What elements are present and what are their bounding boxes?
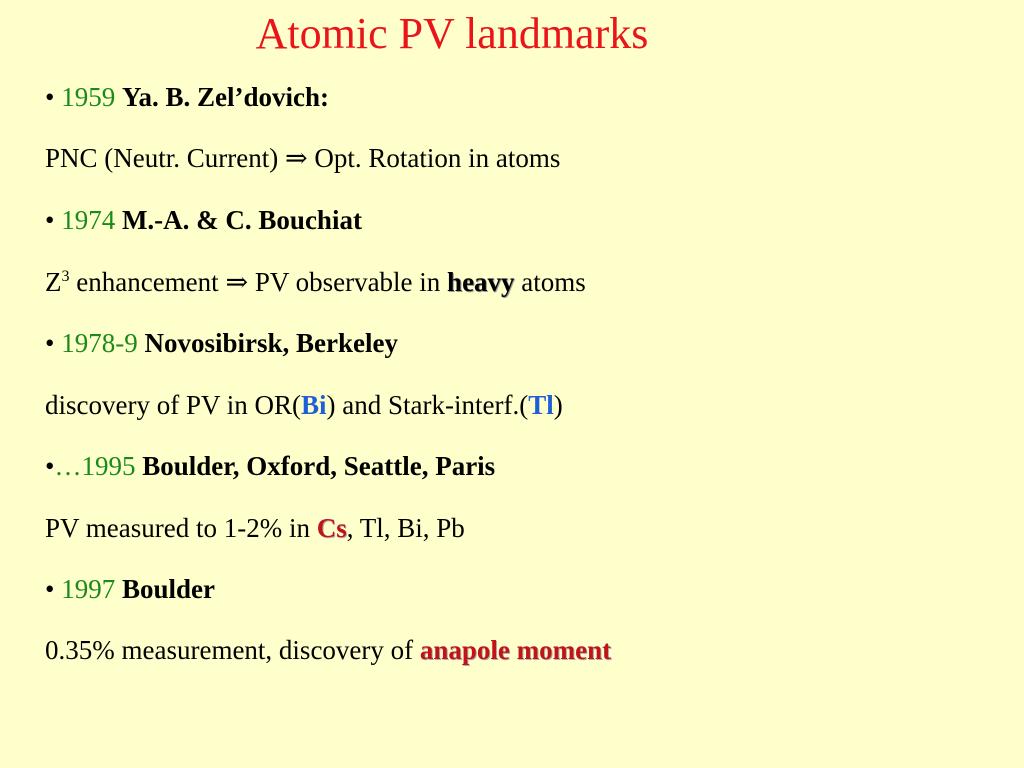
landmark-detail-1959 <box>45 143 560 174</box>
implies-arrow-icon: ⇒ <box>284 143 308 173</box>
detail-text: , Tl, Bi, Pb <box>346 513 465 543</box>
element-cs: Cs <box>316 513 347 543</box>
bullet: • <box>45 205 62 235</box>
landmark-heading-1978 <box>45 328 398 359</box>
landmark-detail-1997 <box>45 635 611 666</box>
element-tl: Tl <box>528 390 554 420</box>
detail-text: PNC (Neutr. Current) <box>45 143 285 173</box>
element-bi: Bi <box>301 390 327 420</box>
detail-text: enhancement <box>69 267 226 297</box>
detail-text: 0.35% measurement, discovery of <box>45 635 420 665</box>
year: 1997 <box>61 574 116 604</box>
detail-text: ) and Stark-interf.( <box>326 390 529 420</box>
bullet: • <box>45 451 55 481</box>
bullet: • <box>45 82 62 112</box>
emphasis-heavy: heavy <box>447 267 515 297</box>
bullet: • <box>45 574 62 604</box>
landmark-heading-1997 <box>45 574 215 605</box>
slide-title: Atomic PV landmarks <box>255 9 649 58</box>
researcher: Boulder <box>121 574 215 604</box>
researcher: M.-A. & C. Bouchiat <box>121 205 362 235</box>
detail-text: PV observable in <box>248 267 448 297</box>
detail-text: discovery of PV in OR( <box>45 390 301 420</box>
researcher: Novosibirsk, Berkeley <box>144 328 398 358</box>
bullet: • <box>45 328 62 358</box>
landmark-detail-1974 <box>45 267 586 298</box>
landmark-detail-1978 <box>45 390 563 421</box>
detail-text: PV measured to 1-2% in <box>45 513 317 543</box>
landmark-heading-1974 <box>45 205 362 236</box>
year: …1995 <box>54 451 136 481</box>
year: 1959 <box>61 82 116 112</box>
implies-arrow-icon: ⇒ <box>225 267 249 297</box>
detail-text: Opt. Rotation in atoms <box>307 143 561 173</box>
anapole-moment-highlight: anapole moment <box>419 635 612 665</box>
year: 1978-9 <box>61 328 138 358</box>
z-symbol: Z <box>45 267 62 297</box>
year: 1974 <box>61 205 116 235</box>
researcher: Ya. B. Zel’dovich: <box>121 82 329 112</box>
landmark-heading-1995 <box>45 451 495 482</box>
z-exponent: 3 <box>61 268 70 285</box>
landmark-detail-1995 <box>45 513 465 544</box>
detail-text: ) <box>553 390 563 420</box>
landmark-heading-1959 <box>45 82 329 113</box>
detail-text: atoms <box>514 267 586 297</box>
researcher: Boulder, Oxford, Seattle, Paris <box>142 451 496 481</box>
